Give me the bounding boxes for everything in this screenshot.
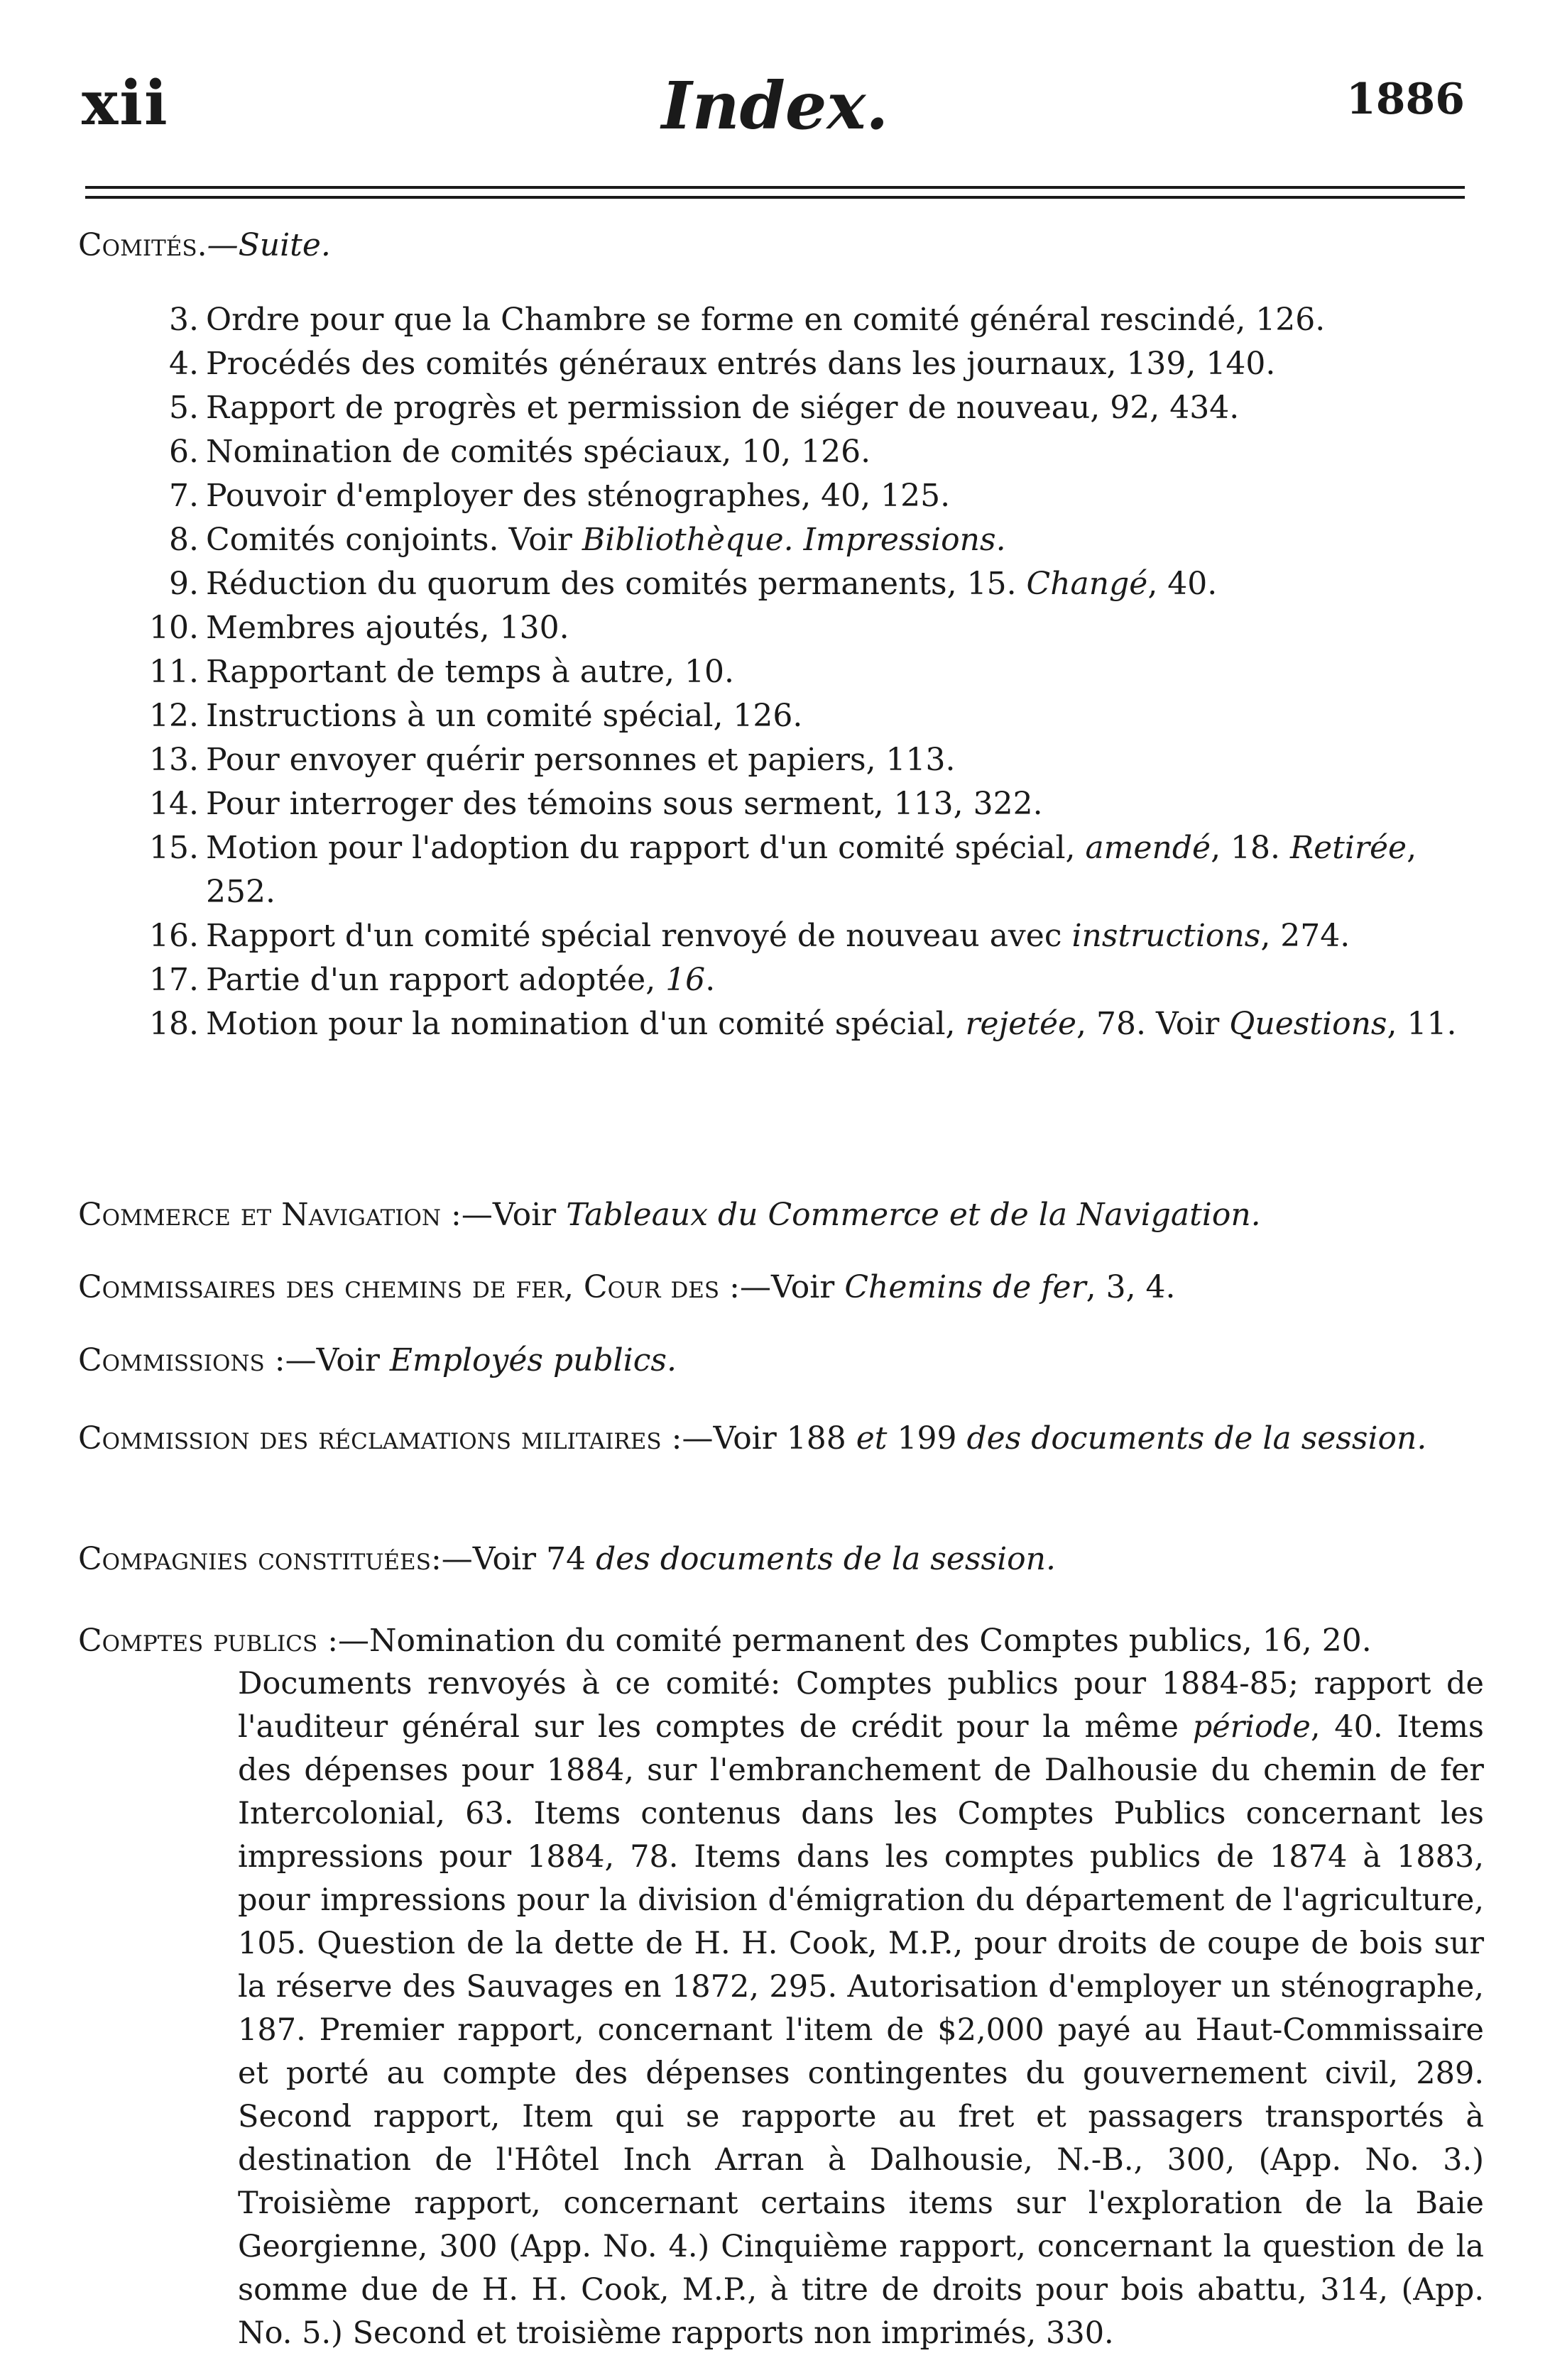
list-item: 3. Ordre pour que la Chambre se forme en comité général rescindé, 126. [169, 302, 1326, 338]
entry-heading: Compagnies constituées [78, 1541, 431, 1577]
comites-subentries [142, 298, 1491, 1046]
list-item: 7. Pouvoir d'employer des sténographes, 40, 125. [169, 478, 951, 514]
page-header [71, 67, 1479, 144]
cross-reference: Tableaux du Commerce et de la Navigation. [566, 1197, 1261, 1233]
section-heading-label: Comités. [78, 227, 207, 263]
list-item: 16. Rapport d'un comité spécial renvoyé de nouveau avec instructions, 274. [149, 918, 1350, 954]
list-item: 14. Pour interroger des témoins sous serment, 113, 322. [149, 786, 1043, 822]
entry-heading: Comptes publics [78, 1623, 318, 1659]
list-item: 6. Nomination de comités spéciaux, 10, 126. [169, 434, 871, 470]
list-item: 9. Réduction du quorum des comités permanents, 15. Changé, 40. [169, 566, 1218, 602]
list-item: 4. Procédés des comités généraux entrés dans les journaux, 139, 140. [169, 346, 1276, 382]
entry-heading: Commissions [78, 1342, 265, 1378]
page-title: Index. [661, 67, 889, 144]
list-item: 11. Rapportant de temps à autre, 10. [149, 654, 735, 690]
list-item: 15. Motion pour l'adoption du rapport d'un comité spécial, amendé, 18. Retirée, 252. [149, 830, 1417, 910]
cross-reference: Employés publics. [389, 1342, 677, 1378]
list-item: 8. Comités conjoints. Voir Bibliothèque. Impressions. [169, 522, 1006, 558]
entry-comptes-body: Documents renvoyés à ce comité: Comptes publics pour 1884-85; rapport de l'auditeur général sur les comptes de crédit pour la même période, 40. Items des dépenses pour 1884, sur l'embranchement de Dalhousie du chemin de fer Intercolonial, 63. Items contenus dans les Comptes Publics concernant les impressions pour 1884, 78. Items dans les comptes publics de 1874 à 1883, pour impressions pour la division d'émigration du département de l'agriculture, 105. Question de la dette de H. H. Cook, M.P., pour droits de coupe de bois sur la réserve des Sauvages en 1872, 295. Autorisation d'employer un sténographe, 187. Premier rapport, concernant l'item de $2,000 payé au Haut-Commissaire et porté au compte des dépenses contingentes du gouvernement civil, 289. Second rapport, Item qui se rapporte au fret et passagers transportés à destination de l'Hôtel Inch Arran à Dalhousie, N.-B., 300, (App. No. 3.) Troisième rapport, concernant certains items sur l'exploration de la Baie Georgienne, 300 (App. No. 4.) Cinquième rapport, concernant la question de la somme due de H. H. Cook, M.P., à titre de droits pour bois abattu, 314, (App. No. 5.) Second et troisième rapports non imprimés, 330. [238, 1666, 1484, 2351]
entry-commerce: Commerce et Navigation :—Voir Tableaux du Commerce et de la Navigation. [78, 1197, 1261, 1233]
entry-compagnies: Compagnies constituées:—Voir 74 des documents de la session. [78, 1541, 1056, 1577]
entry-commissaires: Commissaires des chemins de fer, Cour des :—Voir Chemins de fer, 3, 4. [78, 1269, 1176, 1305]
entry-heading: Commission des réclamations militaires [78, 1420, 662, 1457]
list-item: 18. Motion pour la nomination d'un comité spécial, rejetée, 78. Voir Questions, 11. [149, 1006, 1457, 1042]
header-rule-top [85, 186, 1465, 189]
list-item: 17. Partie d'un rapport adoptée, 16. [149, 962, 716, 998]
entry-heading: Commerce et Navigation [78, 1197, 442, 1233]
list-item: 13. Pour envoyer quérir personnes et papiers, 113. [149, 742, 956, 778]
section-heading [78, 224, 331, 268]
list-item: 5. Rapport de progrès et permission de siéger de nouveau, 92, 434. [169, 390, 1240, 426]
entry-heading: Commissaires des chemins de fer, Cour des [78, 1269, 720, 1305]
section-heading-suite: —Suite. [207, 227, 331, 263]
list-item: 10. Membres ajoutés, 130. [149, 610, 569, 646]
list-item: 12. Instructions à un comité spécial, 126. [149, 698, 803, 734]
page-number: xii [82, 67, 169, 139]
cross-reference: Chemins de fer [844, 1269, 1086, 1305]
entry-commissions: Commissions :—Voir Employés publics. [78, 1342, 677, 1378]
cross-reference: des documents de la session. [596, 1541, 1056, 1577]
header-rule-bottom [85, 196, 1465, 199]
entry-commission-reclamations: Commission des réclamations militaires :—Voir 188 et 199 des documents de la session. [78, 1420, 1427, 1457]
cross-reference: des documents de la session. [966, 1420, 1427, 1457]
entry-comptes: Comptes publics :—Nomination du comité permanent des Comptes publics, 16, 20. [78, 1623, 1372, 1659]
page-year: 1886 [1346, 75, 1465, 124]
